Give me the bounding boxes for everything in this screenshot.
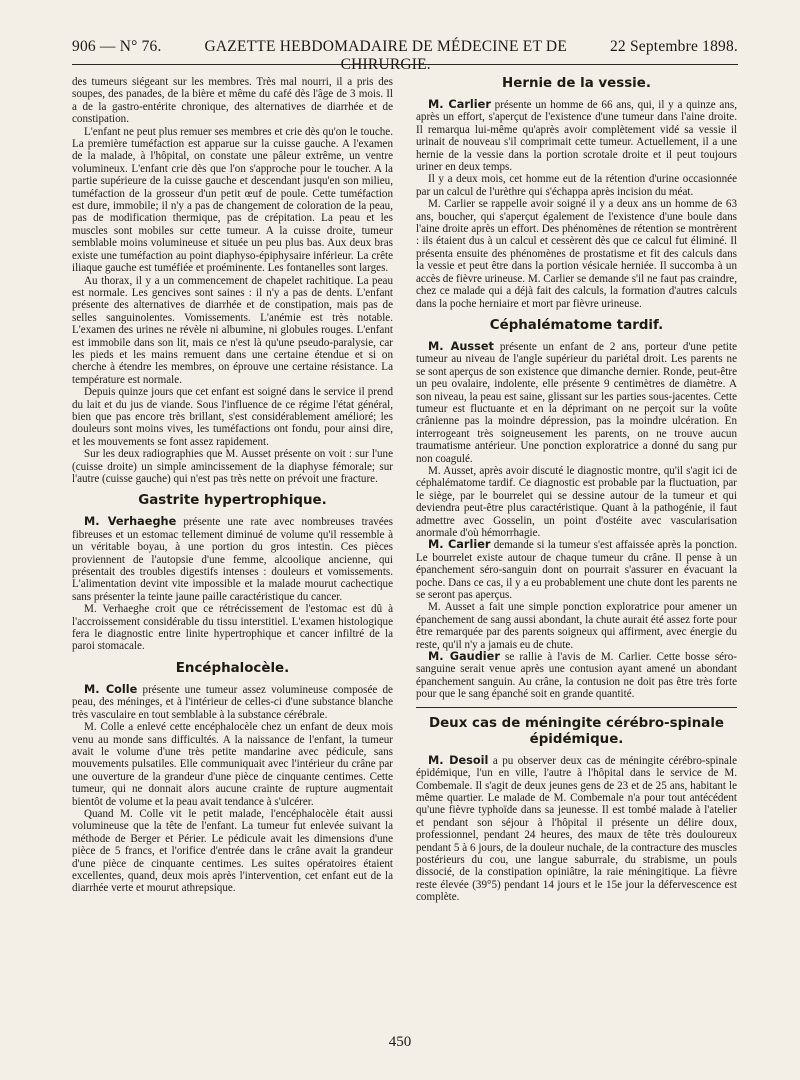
left-column: [72, 76, 393, 895]
paragraph: [72, 684, 393, 721]
section-title-gastrite: Gastrite hypertrophique.: [138, 493, 327, 509]
page-number: 450: [388, 1034, 412, 1050]
paragraph: M. Carlier se rappelle avoir soigné il y a deux ans un homme de 63 ans, boucher, qui s'aperçut également de l'existence d'une boule dans l'aine droite après un effort. Des phénomènes de rétention se montrèrent : ils étaient dus à un calcul et cessèrent dès que ce calcul fut éliminé. Il présenta ensuite des phénomènes de prostatisme et fit des calculs dans la vessie et peut être dans la portion vésicale herniée. Il succomba à un accès de fièvre urineuse. M. Carlier se demande s'il ne faut pas craindre, chez ce malade qui a déjà fait des calculs, la formation d'autres calculs dans la poche herniaire et mort par fièvre urineuse.: [416, 198, 737, 310]
speaker-name: M. Carlier: [428, 538, 491, 552]
paragraph: M. Verhaeghe croit que ce rétrécissement de l'estomac est dû à l'accroissement considérable du tissu interstitiel. L'examen histologique fera le diagnostic entre linite hypertrophique et cancer infiltré de la paroi stomacale.: [72, 603, 393, 653]
paragraph: des tumeurs siégeant sur les membres. Très mal nourri, il a pris des soupes, des panades, de la bière et même du café dès l'âge de 3 mois. Il a de la gastro-entérite chronique, des alternatives de diarrhée et de constipation.: [72, 76, 393, 126]
paragraph: Depuis quinze jours que cet enfant est soigné dans le service il prend du lait et du jus de viande. Sous l'influence de ce régime l'état général, bien que pas encore très brillant, s'est considérablement amélioré; les douleurs sont moins vives, les tuméfactions ont fondu, pour ainsi dire, et les mouvements se font assez rapidement.: [72, 386, 393, 448]
paragraph: [416, 99, 737, 173]
paragraph: [72, 516, 393, 603]
speaker-name: M. Gaudier: [428, 650, 500, 664]
paragraph: M. Colle a enlevé cette encéphalocèle chez un enfant de deux mois venu au monde sans difficultés. A la naissance de l'enfant, la tumeur avait le volume d'une très petite mandarine avec pédicule, sans mouvements pulsatiles. Elle communiquait avec l'intérieur du crâne par une ouverture de la grandeur d'une pièce de cinquante centimes. Cette tumeur, qui ne donnait alors aucune crainte de rupture augmentait bientôt de volume et la peau avait tendance à s'ulcérer.: [72, 721, 393, 808]
paragraph-text: présente un homme de 66 ans, qui, il y a quinze ans, après un effort, s'aperçut de l'existence d'une tumeur dans l'aine droite. Il remarqua lui-même qu'après avoir complètement vidé sa vessie il urinait de nouveau s'il comprimait cette tumeur. Actuellement, il a une hernie de la vessie dans la portion scrotale droite et il peut toujours uriner en deux temps.: [416, 99, 737, 174]
speaker-name: M. Verhaeghe: [84, 515, 177, 529]
paragraph: Au thorax, il y a un commencement de chapelet rachitique. La peau est normale. Les gencives sont saines : il n'y a pas de dents. L'enfant présente des alternatives de diarrhée et de constipation, mais pas de selles sanguinolentes. Vomissements. L'anémie est très notable. L'examen des urines ne révèle ni albumine, ni globules rouges. L'enfant est immobile dans son lit, mais ce n'est là qu'une pseudo-paralysie, car les pieds et les mains remuent dans une certaine étendue et si on cherche à étendre les membres, on éprouve une certaine résistance. La température est normale.: [72, 274, 393, 386]
paragraph: Sur les deux radiographies que M. Ausset présente on voit : sur l'une (cuisse droite) un simple amincissement de la diaphyse fémorale; sur l'autre (cuisse gauche) qui n'est pas très nette on prévoit une fracture.: [72, 448, 393, 485]
paragraph: Quand M. Colle vit le petit malade, l'encéphalocèle était aussi volumineuse que la tête de l'enfant. La tumeur fut enlevée suivant la méthode de Berger et Périer. Le pédicule avait les dimensions d'une pièce de 5 francs, et l'orifice d'entrée dans le crâne avait la grandeur d'une pièce de cinquante centimes. Les suites opératoires étaient excellentes, quand, deux mois après l'intervention, cet enfant eut de la diarrhée verte et mourut athrepsique.: [72, 807, 393, 895]
paragraph: [416, 651, 737, 701]
paragraph: Il y a deux mois, cet homme eut de la rétention d'urine occasionnée par un calcul de l'urèthre qui s'échappa après incision du méat.: [416, 173, 737, 198]
paragraph-text: présente un enfant de 2 ans, porteur d'une petite tumeur au niveau de l'angle supérieur du pariétal droit. Les parents ne se sont aperçus de son existence que dimanche dernier. Ronde, peut-être un peu ovalaire, indolente, elle présente 9 centimètres de diamètre. A son niveau, la peau est saine, glissant sur les parties sous-jacentes. Cette tumeur est fluctuante et en la déprimant on ne perçoit sur la voûte crânienne pas la moindre dépression, pas la moindre ulcération. En interrogeant très soigneusement les parents, on ne trouve aucun traumatisme antérieur. Une ponction exploratrice a donné du sang pur non coagulé.: [416, 340, 737, 465]
journal-title: GAZETTE HEBDOMADAIRE DE MÉDECINE ET DE CHIRURGIE.: [204, 38, 567, 73]
issue-date: 22 Septembre 1898.: [609, 38, 738, 55]
paragraph: [416, 341, 737, 465]
paragraph-text: a pu observer deux cas de méningite cérébro-spinale épidémique, l'un en ville, l'autre à l'hôpital dans le service de M. Combemale. Il s'agit de deux jeunes gens de 23 et de 25 ans, habitant le même quartier. Le malade de M. Combemale n'a pour tout antécédent qu'une fièvre typhoïde dans sa jeunesse. Il est tombé malade à l'atelier et pendant son séjour à l'hôpital il présente un délire doux, professionnel, pendant 24 heures, des maux de tête très douloureux pendant 5 à 6 jours, de la douleur nuchale, de la contracture des muscles postérieurs du cou, une langue saburrale, du strabisme, un pouls dissocié, de la constipation opiniâtre, la raie méningitique. La fièvre reste élevée (39°5) pendant 14 jours et le 15e jour la défervescence est complète.: [416, 754, 737, 904]
paragraph-text: présente une rate avec nombreuses travées fibreuses et un estomac tellement diminué de volume qu'il ressemble à un véritable boyau, à une portion du gros intestin. Ces pièces proviennent de l'autopsie d'une femme, alcoolique ancienne, qui présentait des troubles digestifs intenses : douleurs et vomissements. L'alimentation devint vite impossible et la malade mourut cachectique sans présenter la teinte jaune paille caractéristique du cancer.: [72, 516, 393, 603]
paragraph: [416, 755, 737, 904]
paragraph-text: se rallie à l'avis de M. Carlier. Cette bosse séro-sanguine serait venue après une contusion ayant amené un abondant épanchement sanguin. Au crâne, la contusion ne doit pas être très forte pour que le sang épanché soit en grande quantité.: [416, 651, 737, 701]
paragraph: M. Ausset, après avoir discuté le diagnostic montre, qu'il s'agit ici de céphalématome tardif. Ce diagnostic est probable par la fluctuation, par le siège, par le bourrelet qui se dessine autour de la tumeur et qui deviendra peut-être plus caractéristique. Quant à la pathogénie, il faut admettre avec Gosselin, un point d'ostéite avec vascularisation anormale d'où hémorrhagie.: [416, 464, 737, 539]
section-divider: [416, 707, 737, 708]
page-label: 906 — N° 76.: [72, 38, 162, 55]
paragraph: L'enfant ne peut plus remuer ses membres et crie dès qu'on le touche. La première tuméfaction est apparue sur la cuisse gauche. A l'examen de la malade, à l'hôpital, on constate une pâleur extrême, un ventre volumineux. L'enfant crie dès que l'on s'approche pour le toucher. A la partie supérieure de la cuisse gauche et descendant jusqu'en son milieu, tuméfaction de la grosseur d'un petit œuf de poule. Cette tuméfaction est dure, immobile; il n'y a pas de changement de coloration de la peau, pas de modification thermique, pas de crépitation. La peau et les muscles sont mobiles sur cette tumeur. A la cuisse droite, tumeur semblable moins volumineuse et située un peu plus bas. Aux deux bras existe une tuméfaction au point diaphyso-épiphysaire inférieur. La crête iliaque gauche est tuméfiée et proéminente. Les fontanelles sont larges.: [72, 125, 393, 275]
running-header: [72, 38, 738, 73]
speaker-name: M. Carlier: [428, 98, 491, 111]
section-title-cephalematome: Céphalématome tardif.: [489, 317, 664, 333]
section-title-encephalocele: Encéphalocèle.: [175, 660, 290, 676]
section-title-hernie: Hernie de la vessie.: [502, 76, 651, 91]
section-title-meningite: Deux cas de méningite cérébro-spinale épidémique.: [428, 715, 724, 747]
speaker-name: M. Desoil: [428, 753, 489, 767]
speaker-name: M. Colle: [84, 682, 138, 696]
paragraph: M. Ausset a fait une simple ponction exploratrice pour amener un épanchement de sang aussi abondant, la chute aurait été assez forte pour être remarquée par des parents soigneux qui affirment, avec énergie du reste, qu'il n'y a jamais eu de chute.: [416, 601, 737, 651]
right-column: [416, 76, 737, 904]
paragraph-text: présente une tumeur assez volumineuse composée de peau, des méninges, et à l'intérieur de celles-ci d'une substance blanche très vasculaire en tout semblable à la substance cérébrale.: [72, 683, 393, 721]
paragraph-text: demande si la tumeur s'est affaissée après la ponction. Le bourrelet existe autour de chaque tumeur du crâne. Il pense à un épanchement séro-sanguin dont on pourrait s'assurer en évacuant la poche. Dans ce cas, il y a eu probablement une chute dont les parents ne se seront pas aperçus.: [416, 539, 737, 602]
header-rule: [72, 64, 738, 65]
speaker-name: M. Ausset: [428, 339, 494, 353]
paragraph: [416, 539, 737, 601]
